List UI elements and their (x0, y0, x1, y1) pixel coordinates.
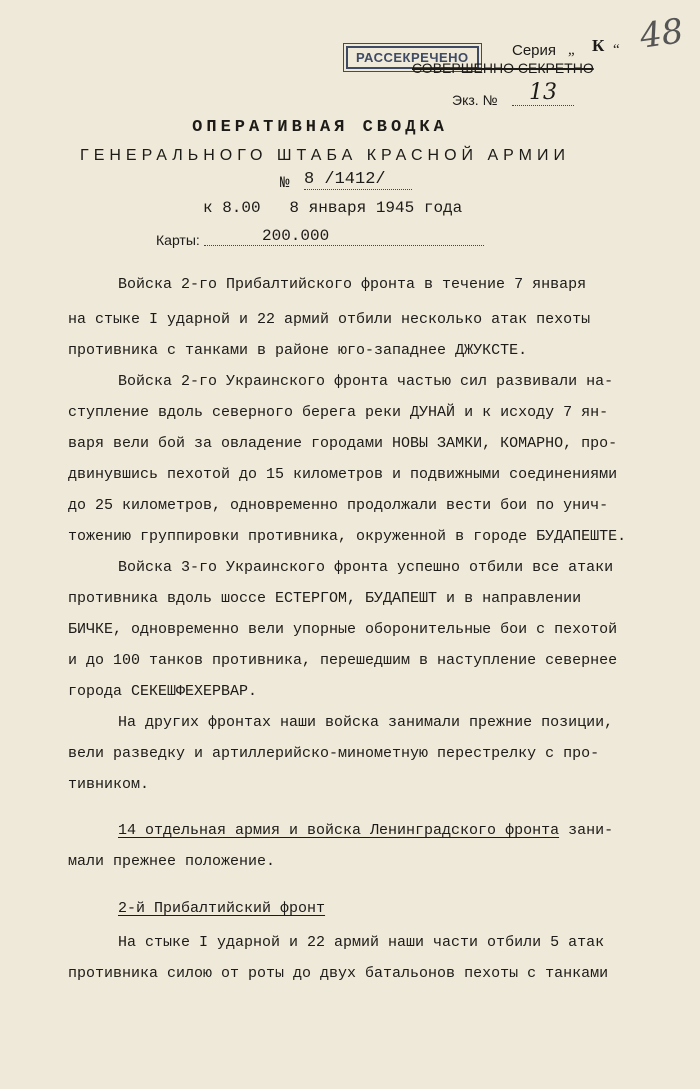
body-line: до 25 километров, одновременно продолжали вести бои по унич- (68, 497, 609, 514)
section-line: противника силою от роты до двух батальонов пехоты с танками (68, 965, 609, 982)
body-line: Войска 2-го Украинского фронта частью сил развивали на- (118, 373, 614, 390)
series-label: Серия (512, 42, 557, 59)
copy-number-label: Экз. № (452, 92, 498, 108)
body-line: города СЕКЕШФЕХЕРВАР. (68, 683, 258, 700)
leningrad-line (118, 822, 613, 839)
body-line: Войска 3-го Украинского фронта успешно отбили все атаки (118, 559, 614, 576)
secret-classification: СОВЕРШЕННО СЕКРЕТНО (412, 60, 594, 76)
handwritten-page-number: 48 (637, 11, 686, 57)
body-line: Войска 2-го Прибалтийского фронта в течение 7 января (118, 276, 587, 293)
maps-label: Карты: (156, 232, 200, 248)
body-line: противника вдоль шоссе ЕСТЕРГОМ, БУДАПЕШТ и в направлении (68, 590, 582, 607)
body-line: БИЧКЕ, одновременно вели упорные оборонительные бои с пехотой (68, 621, 618, 638)
body-line: противника с танками в районе юго-западнее ДЖУКСТЕ. (68, 342, 528, 359)
leningrad-tail: зани- (559, 822, 614, 839)
body-line: ступление вдоль северного берега реки ДУНАЙ и к исходу 7 ян- (68, 404, 609, 421)
section-heading: 2-й Прибалтийский фронт (118, 900, 326, 917)
maps-scale: 200.000 (204, 227, 484, 246)
report-number: 8 /1412/ (304, 170, 412, 190)
body-line: на стыке I ударной и 22 армий отбили несколько атак пехоты (68, 311, 591, 328)
document-subtitle: ГЕНЕРАЛЬНОГО ШТАБА КРАСНОЙ АРМИИ (80, 147, 570, 164)
body-line: двинувшись пехотой до 15 километров и подвижными соединениями (68, 466, 618, 483)
body-line: мали прежнее положение. (68, 853, 276, 870)
series-quote-open: „ (568, 42, 575, 58)
series-quote-close: “ (613, 42, 620, 58)
report-number-sign: № (280, 174, 290, 192)
declassified-stamp: РАССЕКРЕЧЕНО (346, 46, 479, 69)
body-line: тивником. (68, 776, 150, 793)
document-title: ОПЕРАТИВНАЯ СВОДКА (192, 118, 448, 137)
body-line: тожению группировки противника, окруженной в городе БУДАПЕШТЕ. (68, 528, 627, 545)
section-line: На стыке I ударной и 22 армий наши части отбили 5 атак (118, 934, 605, 951)
leningrad-underlined: 14 отдельная армия и войска Ленинградского фронта (118, 822, 560, 839)
body-line: варя вели бой за овладение городами НОВЫ ЗАМКИ, КОМАРНО, про- (68, 435, 618, 452)
series-value: К (592, 36, 605, 55)
body-line: На других фронтах наши войска занимали прежние позиции, (118, 714, 614, 731)
body-line: вели разведку и артиллерийско-минометную перестрелку с про- (68, 745, 600, 762)
report-date: к 8.00 8 января 1945 года (203, 199, 463, 217)
body-line: и до 100 танков противника, перешедшим в наступление севернее (68, 652, 618, 669)
copy-number-value: 13 (512, 80, 574, 106)
